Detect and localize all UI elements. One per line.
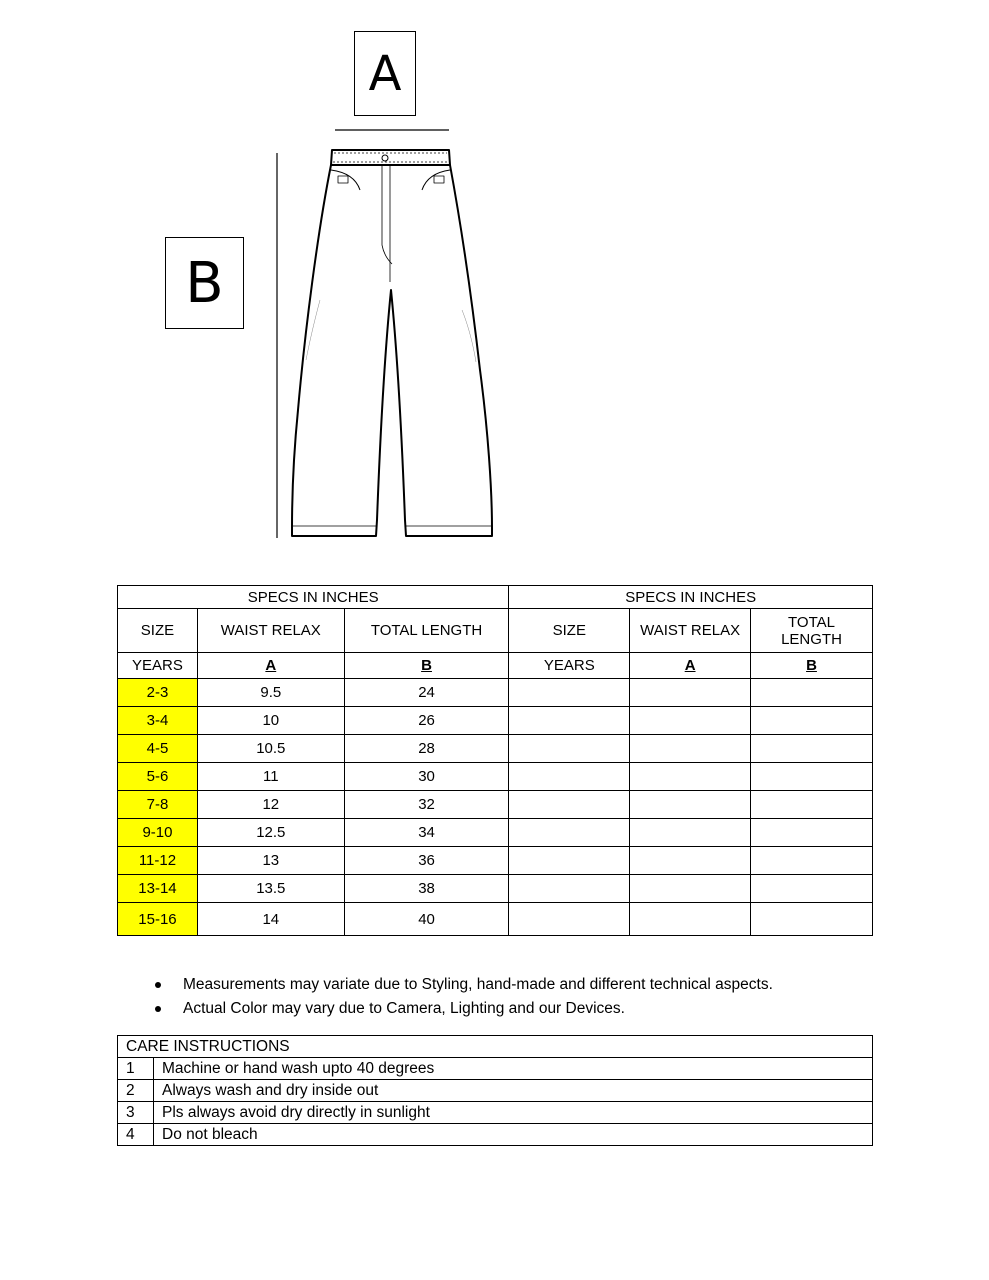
empty-cell bbox=[509, 735, 630, 763]
note-item bbox=[155, 974, 773, 998]
waist-cell: 14 bbox=[197, 903, 344, 936]
length-cell: 36 bbox=[344, 847, 509, 875]
care-text: Pls always avoid dry directly in sunlight bbox=[154, 1102, 873, 1124]
empty-cell bbox=[509, 707, 630, 735]
length-cell: 24 bbox=[344, 679, 509, 707]
table-row bbox=[118, 679, 873, 707]
empty-cell bbox=[751, 707, 873, 735]
length-cell: 32 bbox=[344, 791, 509, 819]
waist-cell: 11 bbox=[197, 763, 344, 791]
care-text: Machine or hand wash upto 40 degrees bbox=[154, 1058, 873, 1080]
table-row bbox=[118, 707, 873, 735]
empty-cell bbox=[630, 903, 751, 936]
waist-cell: 9.5 bbox=[197, 679, 344, 707]
subheader-cell: YEARS bbox=[509, 653, 630, 679]
care-number: 1 bbox=[118, 1058, 154, 1080]
size-cell: 4-5 bbox=[118, 735, 198, 763]
note-text: Actual Color may vary due to Camera, Lighting and our Devices. bbox=[183, 1000, 625, 1017]
subheader-cell: A bbox=[197, 653, 344, 679]
size-cell: 5-6 bbox=[118, 763, 198, 791]
size-cell: 3-4 bbox=[118, 707, 198, 735]
empty-cell bbox=[630, 791, 751, 819]
care-number: 2 bbox=[118, 1080, 154, 1102]
table-row bbox=[118, 735, 873, 763]
empty-cell bbox=[509, 847, 630, 875]
table-row bbox=[118, 847, 873, 875]
table-row bbox=[118, 875, 873, 903]
empty-cell bbox=[509, 903, 630, 936]
subheader-cell: B bbox=[751, 653, 873, 679]
size-cell: 2-3 bbox=[118, 679, 198, 707]
empty-cell bbox=[509, 763, 630, 791]
subheader-cell: YEARS bbox=[118, 653, 198, 679]
spec-group-header: SPECS IN INCHES bbox=[118, 586, 509, 609]
empty-cell bbox=[751, 847, 873, 875]
length-cell: 30 bbox=[344, 763, 509, 791]
empty-cell bbox=[751, 763, 873, 791]
empty-cell bbox=[630, 679, 751, 707]
notes-list bbox=[155, 974, 773, 1022]
empty-cell bbox=[509, 791, 630, 819]
empty-cell bbox=[751, 679, 873, 707]
size-cell: 7-8 bbox=[118, 791, 198, 819]
empty-cell bbox=[509, 875, 630, 903]
measure-label-a: A bbox=[354, 31, 416, 116]
column-header: TOTAL LENGTH bbox=[344, 609, 509, 653]
empty-cell bbox=[630, 875, 751, 903]
empty-cell bbox=[751, 903, 873, 936]
care-text: Do not bleach bbox=[154, 1124, 873, 1146]
care-title: CARE INSTRUCTIONS bbox=[118, 1036, 873, 1058]
bullet-icon bbox=[155, 1006, 161, 1012]
waist-cell: 12 bbox=[197, 791, 344, 819]
empty-cell bbox=[509, 819, 630, 847]
waist-cell: 10.5 bbox=[197, 735, 344, 763]
table-row bbox=[118, 903, 873, 936]
empty-cell bbox=[751, 875, 873, 903]
note-item bbox=[155, 998, 773, 1022]
waist-cell: 12.5 bbox=[197, 819, 344, 847]
size-cell: 13-14 bbox=[118, 875, 198, 903]
waist-cell: 13.5 bbox=[197, 875, 344, 903]
length-cell: 34 bbox=[344, 819, 509, 847]
column-header: WAIST RELAX bbox=[197, 609, 344, 653]
column-header: WAIST RELAX bbox=[630, 609, 751, 653]
empty-cell bbox=[751, 735, 873, 763]
trousers-flat-sketch bbox=[0, 0, 989, 560]
waist-cell: 13 bbox=[197, 847, 344, 875]
subheader-cell: B bbox=[344, 653, 509, 679]
size-cell: 11-12 bbox=[118, 847, 198, 875]
waist-cell: 10 bbox=[197, 707, 344, 735]
measure-label-b: B bbox=[165, 237, 244, 329]
length-cell: 38 bbox=[344, 875, 509, 903]
length-cell: 28 bbox=[344, 735, 509, 763]
column-header: SIZE bbox=[118, 609, 198, 653]
table-row bbox=[118, 791, 873, 819]
table-row bbox=[118, 763, 873, 791]
trousers-outline bbox=[292, 150, 492, 536]
empty-cell bbox=[630, 763, 751, 791]
length-cell: 40 bbox=[344, 903, 509, 936]
table-row bbox=[118, 819, 873, 847]
empty-cell bbox=[630, 707, 751, 735]
bullet-icon bbox=[155, 982, 161, 988]
size-cell: 9-10 bbox=[118, 819, 198, 847]
subheader-cell: A bbox=[630, 653, 751, 679]
care-number: 4 bbox=[118, 1124, 154, 1146]
column-header: SIZE bbox=[509, 609, 630, 653]
empty-cell bbox=[630, 735, 751, 763]
spec-group-header: SPECS IN INCHES bbox=[509, 586, 873, 609]
length-cell: 26 bbox=[344, 707, 509, 735]
empty-cell bbox=[509, 679, 630, 707]
care-text: Always wash and dry inside out bbox=[154, 1080, 873, 1102]
care-instructions-table bbox=[117, 1035, 873, 1146]
empty-cell bbox=[751, 791, 873, 819]
size-spec-table bbox=[117, 585, 873, 936]
empty-cell bbox=[630, 847, 751, 875]
size-cell: 15-16 bbox=[118, 903, 198, 936]
empty-cell bbox=[630, 819, 751, 847]
care-number: 3 bbox=[118, 1102, 154, 1124]
note-text: Measurements may variate due to Styling, hand-made and different technical aspects. bbox=[183, 976, 773, 993]
column-header: TOTAL LENGTH bbox=[751, 609, 873, 653]
empty-cell bbox=[751, 819, 873, 847]
